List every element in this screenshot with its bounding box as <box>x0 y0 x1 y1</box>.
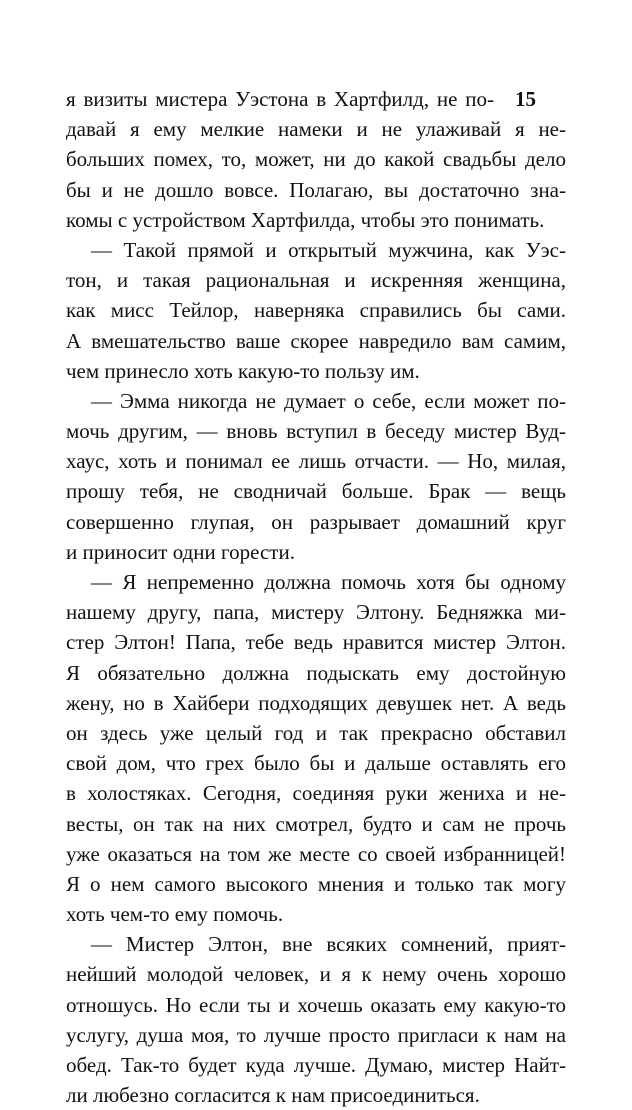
text-line: в холостяках. Сегодня, соединяя руки жениха и не- <box>66 781 566 806</box>
text-line: ли любезно согласится к нам присоединиться. <box>66 1083 480 1108</box>
text-line: чем принесло хоть какую-то пользу им. <box>66 358 420 383</box>
text-line: я визиты мистера Уэстона в Хартфилд, не по- <box>66 87 494 111</box>
text-line: хоть чем-то ему помочь. <box>66 902 284 927</box>
text-line: — Мистер Элтон, вне всяких сомнений, прият- <box>91 932 566 957</box>
text-line: Я обязательно должна подыскать ему достойную <box>66 660 566 685</box>
text-line: — Такой прямой и открытый мужчина, как Уэс- <box>91 237 566 262</box>
text-line: стер Элтон! Папа, тебе ведь нравится мистер Элтон. <box>66 630 566 655</box>
text-line: прошу тебя, не сводничай больше. Брак — вещь <box>66 479 566 504</box>
text-line: уже оказаться на том же месте со своей избранницей! <box>66 841 566 866</box>
text-line: мочь другим, — вновь вступил в беседу мистер Вуд- <box>66 419 566 444</box>
text-line: тон, и такая рациональная и искренняя женщина, <box>66 268 566 293</box>
text-line: услугу, душа моя, то лучше просто пригласи к нам на <box>66 1022 566 1047</box>
body-text <box>66 84 566 1110</box>
text-line: весты, он так на них смотрел, будто и сам не прочь <box>66 811 566 836</box>
text-line: свой дом, что грех было бы и дальше оставлять его <box>66 751 566 776</box>
text-line: комы с устройством Хартфилда, чтобы это понимать. <box>66 207 545 232</box>
text-line: обед. Так-то будет куда лучше. Думаю, мистер Найт- <box>66 1053 566 1077</box>
text-line: нейший молодой человек, и я к нему очень хорошо <box>66 962 566 987</box>
text-line: А вмешательство ваше скорее навредило вам самим, <box>66 328 566 353</box>
text-line: — Эмма никогда не думает о себе, если может по- <box>91 388 566 413</box>
text-line: как мисс Тейлор, наверняка справились бы сами. <box>66 298 566 323</box>
text-line: Я о нем самого высокого мнения и только так могу <box>66 871 566 896</box>
text-line: и приносит одни горести. <box>66 539 295 564</box>
text-line: жену, но в Хайбери подходящих девушек нет. А ведь <box>66 690 566 715</box>
text-line: он здесь уже целый год и так прекрасно обставил <box>66 720 566 745</box>
text-line: совершенно глупая, он разрывает домашний круг <box>66 509 566 534</box>
text-line: хаус, хоть и понимал ее лишь отчасти. — Но, милая, <box>66 449 566 474</box>
page-number: 15 <box>515 87 536 111</box>
text-line: отношусь. Но если ты и хочешь оказать ему какую-то <box>66 992 566 1017</box>
text-line: давай я ему мелкие намеки и не улаживай я не- <box>66 117 566 142</box>
text-line: — Я непременно должна помочь хотя бы одному <box>91 570 566 594</box>
text-line: нашему другу, папа, мистеру Элтону. Бедняжка ми- <box>66 600 566 625</box>
text-line: больших помех, то, может, ни до какой свадьбы дело <box>66 147 566 172</box>
text-line: бы и не дошло вовсе. Полагаю, вы достаточно зна- <box>66 177 566 202</box>
